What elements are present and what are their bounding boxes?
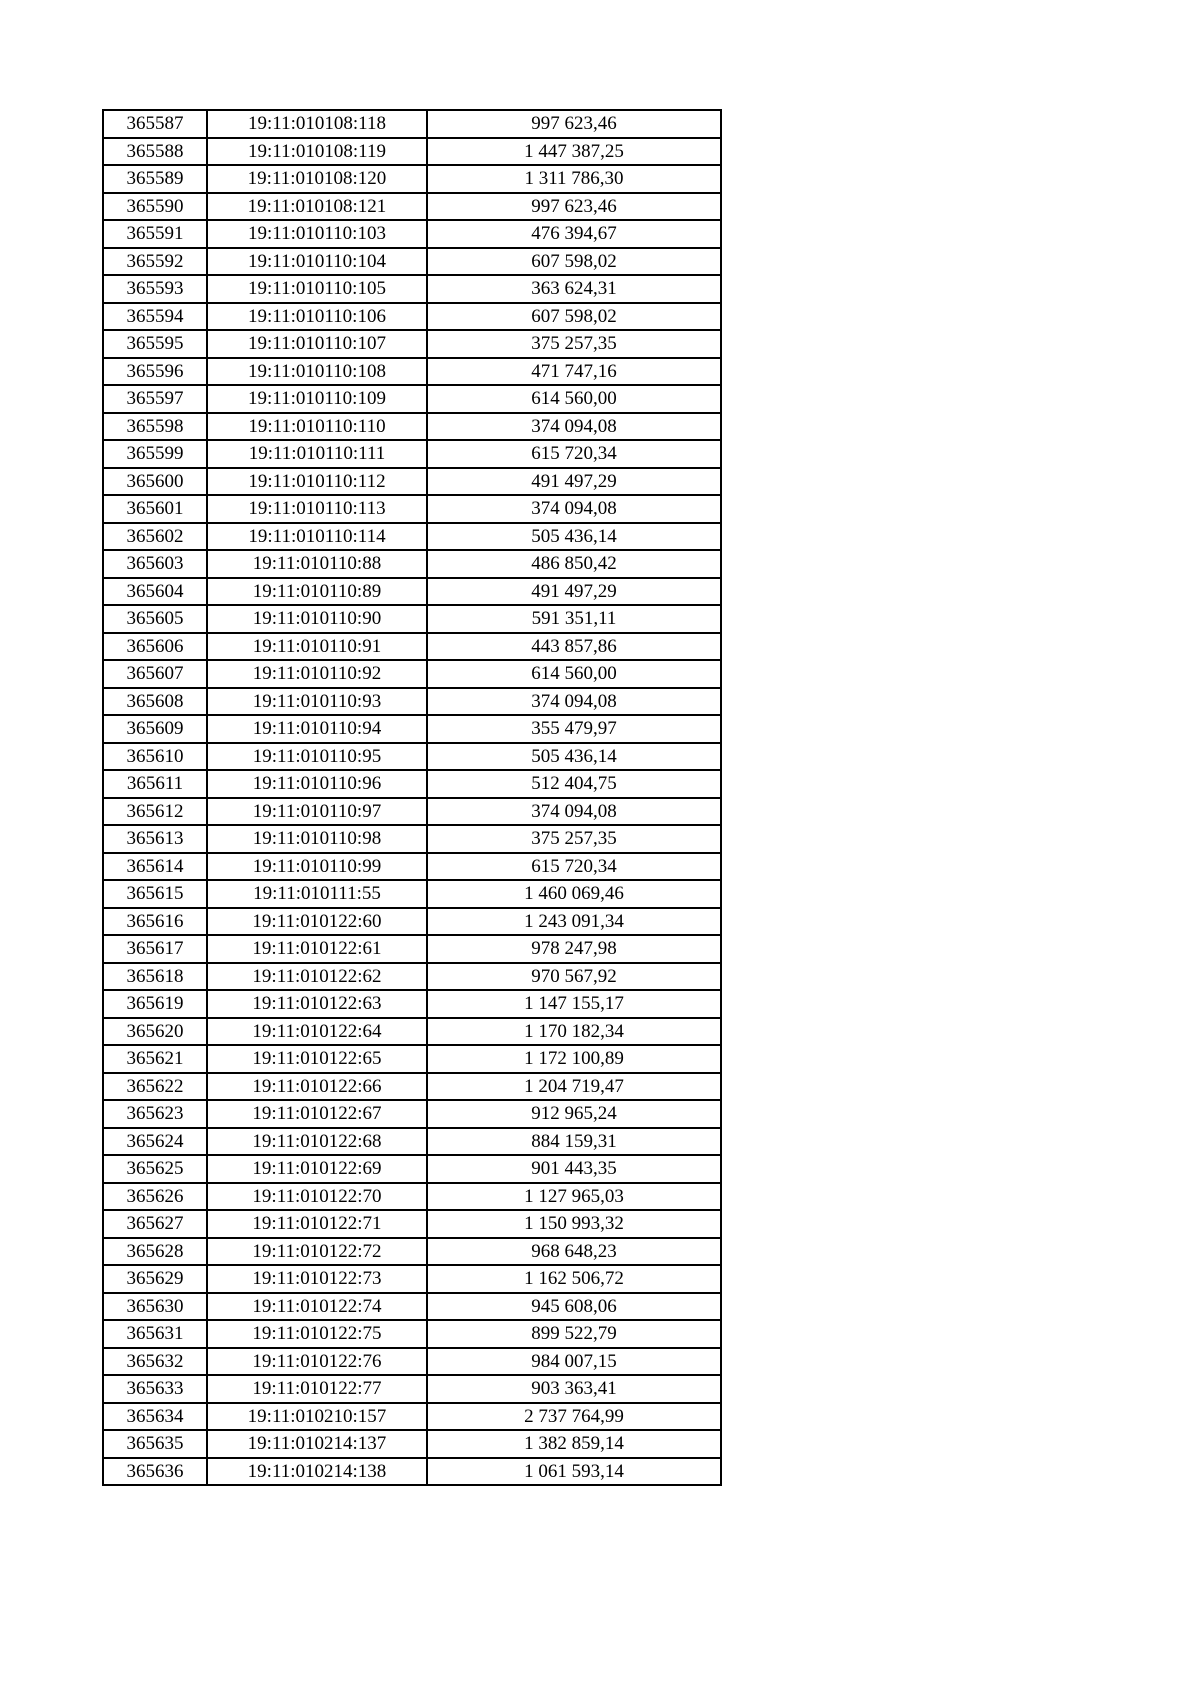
row-number-cell: 365627 xyxy=(103,1210,207,1238)
cadastral-number-cell: 19:11:010110:97 xyxy=(207,798,427,826)
table-row xyxy=(103,275,721,303)
value-cell: 997 623,46 xyxy=(427,193,721,221)
value-cell: 375 257,35 xyxy=(427,330,721,358)
row-number-cell: 365625 xyxy=(103,1155,207,1183)
row-number-cell: 365633 xyxy=(103,1375,207,1403)
table-row xyxy=(103,138,721,166)
table-row xyxy=(103,1458,721,1486)
cadastral-number-cell: 19:11:010110:89 xyxy=(207,578,427,606)
cadastral-number-cell: 19:11:010110:107 xyxy=(207,330,427,358)
table-row xyxy=(103,688,721,716)
table-row xyxy=(103,110,721,138)
row-number-cell: 365614 xyxy=(103,853,207,881)
table-row xyxy=(103,358,721,386)
table-row xyxy=(103,1183,721,1211)
cadastral-number-cell: 19:11:010110:88 xyxy=(207,550,427,578)
table-row xyxy=(103,248,721,276)
row-number-cell: 365616 xyxy=(103,908,207,936)
value-cell: 355 479,97 xyxy=(427,715,721,743)
value-cell: 607 598,02 xyxy=(427,303,721,331)
cadastral-number-cell: 19:11:010122:72 xyxy=(207,1238,427,1266)
cadastral-number-cell: 19:11:010110:99 xyxy=(207,853,427,881)
row-number-cell: 365620 xyxy=(103,1018,207,1046)
table-row xyxy=(103,1018,721,1046)
cadastral-number-cell: 19:11:010122:64 xyxy=(207,1018,427,1046)
table-row xyxy=(103,633,721,661)
row-number-cell: 365617 xyxy=(103,935,207,963)
table-row xyxy=(103,1045,721,1073)
row-number-cell: 365624 xyxy=(103,1128,207,1156)
table-row xyxy=(103,1155,721,1183)
cadastral-number-cell: 19:11:010108:121 xyxy=(207,193,427,221)
cadastral-number-cell: 19:11:010214:137 xyxy=(207,1430,427,1458)
table-row xyxy=(103,1348,721,1376)
row-number-cell: 365594 xyxy=(103,303,207,331)
row-number-cell: 365623 xyxy=(103,1100,207,1128)
row-number-cell: 365611 xyxy=(103,770,207,798)
row-number-cell: 365610 xyxy=(103,743,207,771)
value-cell: 2 737 764,99 xyxy=(427,1403,721,1431)
row-number-cell: 365591 xyxy=(103,220,207,248)
value-cell: 374 094,08 xyxy=(427,495,721,523)
cadastral-number-cell: 19:11:010110:104 xyxy=(207,248,427,276)
value-cell: 614 560,00 xyxy=(427,385,721,413)
row-number-cell: 365628 xyxy=(103,1238,207,1266)
value-cell: 486 850,42 xyxy=(427,550,721,578)
value-cell: 512 404,75 xyxy=(427,770,721,798)
row-number-cell: 365588 xyxy=(103,138,207,166)
table-row xyxy=(103,495,721,523)
table-row xyxy=(103,440,721,468)
table-row xyxy=(103,385,721,413)
cadastral-number-cell: 19:11:010110:90 xyxy=(207,605,427,633)
row-number-cell: 365631 xyxy=(103,1320,207,1348)
cadastral-number-cell: 19:11:010214:138 xyxy=(207,1458,427,1486)
cadastral-number-cell: 19:11:010122:75 xyxy=(207,1320,427,1348)
cadastral-number-cell: 19:11:010110:112 xyxy=(207,468,427,496)
value-cell: 1 150 993,32 xyxy=(427,1210,721,1238)
value-cell: 614 560,00 xyxy=(427,660,721,688)
table-row xyxy=(103,523,721,551)
row-number-cell: 365598 xyxy=(103,413,207,441)
table-row xyxy=(103,825,721,853)
cadastral-number-cell: 19:11:010110:109 xyxy=(207,385,427,413)
cadastral-number-cell: 19:11:010122:67 xyxy=(207,1100,427,1128)
cadastral-number-cell: 19:11:010122:62 xyxy=(207,963,427,991)
row-number-cell: 365632 xyxy=(103,1348,207,1376)
value-cell: 899 522,79 xyxy=(427,1320,721,1348)
table-row xyxy=(103,605,721,633)
row-number-cell: 365622 xyxy=(103,1073,207,1101)
table-row xyxy=(103,1375,721,1403)
value-cell: 968 648,23 xyxy=(427,1238,721,1266)
table-row xyxy=(103,1430,721,1458)
row-number-cell: 365593 xyxy=(103,275,207,303)
row-number-cell: 365605 xyxy=(103,605,207,633)
value-cell: 1 243 091,34 xyxy=(427,908,721,936)
cadastral-number-cell: 19:11:010111:55 xyxy=(207,880,427,908)
cadastral-number-cell: 19:11:010122:61 xyxy=(207,935,427,963)
value-cell: 1 204 719,47 xyxy=(427,1073,721,1101)
row-number-cell: 365629 xyxy=(103,1265,207,1293)
row-number-cell: 365606 xyxy=(103,633,207,661)
table-row xyxy=(103,1238,721,1266)
cadastral-number-cell: 19:11:010110:91 xyxy=(207,633,427,661)
table-row xyxy=(103,193,721,221)
value-cell: 1 127 965,03 xyxy=(427,1183,721,1211)
row-number-cell: 365621 xyxy=(103,1045,207,1073)
value-cell: 978 247,98 xyxy=(427,935,721,963)
value-cell: 591 351,11 xyxy=(427,605,721,633)
cadastral-number-cell: 19:11:010122:66 xyxy=(207,1073,427,1101)
table-row xyxy=(103,798,721,826)
table-body xyxy=(103,110,721,1485)
row-number-cell: 365587 xyxy=(103,110,207,138)
row-number-cell: 365600 xyxy=(103,468,207,496)
value-cell: 1 162 506,72 xyxy=(427,1265,721,1293)
value-cell: 374 094,08 xyxy=(427,798,721,826)
row-number-cell: 365636 xyxy=(103,1458,207,1486)
row-number-cell: 365590 xyxy=(103,193,207,221)
table-row xyxy=(103,853,721,881)
cadastral-number-cell: 19:11:010122:73 xyxy=(207,1265,427,1293)
cadastral-number-cell: 19:11:010122:68 xyxy=(207,1128,427,1156)
value-cell: 443 857,86 xyxy=(427,633,721,661)
value-cell: 901 443,35 xyxy=(427,1155,721,1183)
value-cell: 1 382 859,14 xyxy=(427,1430,721,1458)
cadastral-number-cell: 19:11:010122:70 xyxy=(207,1183,427,1211)
table-row xyxy=(103,1128,721,1156)
table-row xyxy=(103,550,721,578)
cadastral-number-cell: 19:11:010122:76 xyxy=(207,1348,427,1376)
value-cell: 903 363,41 xyxy=(427,1375,721,1403)
value-cell: 363 624,31 xyxy=(427,275,721,303)
cadastral-number-cell: 19:11:010110:98 xyxy=(207,825,427,853)
value-cell: 615 720,34 xyxy=(427,853,721,881)
row-number-cell: 365612 xyxy=(103,798,207,826)
cadastral-number-cell: 19:11:010122:69 xyxy=(207,1155,427,1183)
row-number-cell: 365613 xyxy=(103,825,207,853)
value-cell: 374 094,08 xyxy=(427,413,721,441)
table-row xyxy=(103,880,721,908)
cadastral-number-cell: 19:11:010110:113 xyxy=(207,495,427,523)
value-cell: 1 172 100,89 xyxy=(427,1045,721,1073)
table-row xyxy=(103,578,721,606)
table-row xyxy=(103,1265,721,1293)
value-cell: 476 394,67 xyxy=(427,220,721,248)
cadastral-number-cell: 19:11:010122:60 xyxy=(207,908,427,936)
cadastral-number-cell: 19:11:010110:103 xyxy=(207,220,427,248)
table-row xyxy=(103,660,721,688)
row-number-cell: 365618 xyxy=(103,963,207,991)
value-cell: 607 598,02 xyxy=(427,248,721,276)
row-number-cell: 365601 xyxy=(103,495,207,523)
table-row xyxy=(103,165,721,193)
table-row xyxy=(103,220,721,248)
value-cell: 997 623,46 xyxy=(427,110,721,138)
cadastral-number-cell: 19:11:010110:94 xyxy=(207,715,427,743)
table-row xyxy=(103,908,721,936)
cadastral-number-cell: 19:11:010108:119 xyxy=(207,138,427,166)
row-number-cell: 365626 xyxy=(103,1183,207,1211)
row-number-cell: 365589 xyxy=(103,165,207,193)
table-row xyxy=(103,330,721,358)
cadastral-number-cell: 19:11:010110:108 xyxy=(207,358,427,386)
row-number-cell: 365602 xyxy=(103,523,207,551)
value-cell: 912 965,24 xyxy=(427,1100,721,1128)
cadastral-number-cell: 19:11:010122:71 xyxy=(207,1210,427,1238)
cadastral-number-cell: 19:11:010110:110 xyxy=(207,413,427,441)
cadastral-number-cell: 19:11:010110:114 xyxy=(207,523,427,551)
table-row xyxy=(103,1403,721,1431)
row-number-cell: 365607 xyxy=(103,660,207,688)
row-number-cell: 365615 xyxy=(103,880,207,908)
row-number-cell: 365608 xyxy=(103,688,207,716)
value-cell: 970 567,92 xyxy=(427,963,721,991)
value-cell: 505 436,14 xyxy=(427,523,721,551)
row-number-cell: 365603 xyxy=(103,550,207,578)
value-cell: 984 007,15 xyxy=(427,1348,721,1376)
data-table xyxy=(102,109,722,1486)
table-row xyxy=(103,935,721,963)
value-cell: 375 257,35 xyxy=(427,825,721,853)
value-cell: 1 311 786,30 xyxy=(427,165,721,193)
value-cell: 1 147 155,17 xyxy=(427,990,721,1018)
value-cell: 1 460 069,46 xyxy=(427,880,721,908)
row-number-cell: 365592 xyxy=(103,248,207,276)
value-cell: 615 720,34 xyxy=(427,440,721,468)
cadastral-number-cell: 19:11:010122:77 xyxy=(207,1375,427,1403)
cadastral-number-cell: 19:11:010110:95 xyxy=(207,743,427,771)
cadastral-number-cell: 19:11:010108:120 xyxy=(207,165,427,193)
row-number-cell: 365609 xyxy=(103,715,207,743)
value-cell: 471 747,16 xyxy=(427,358,721,386)
cadastral-number-cell: 19:11:010122:63 xyxy=(207,990,427,1018)
value-cell: 1 061 593,14 xyxy=(427,1458,721,1486)
cadastral-number-cell: 19:11:010110:92 xyxy=(207,660,427,688)
value-cell: 1 447 387,25 xyxy=(427,138,721,166)
row-number-cell: 365604 xyxy=(103,578,207,606)
cadastral-number-cell: 19:11:010110:96 xyxy=(207,770,427,798)
row-number-cell: 365597 xyxy=(103,385,207,413)
table-row xyxy=(103,1293,721,1321)
table-row xyxy=(103,770,721,798)
table-row xyxy=(103,1100,721,1128)
cadastral-number-cell: 19:11:010110:111 xyxy=(207,440,427,468)
table-row xyxy=(103,743,721,771)
value-cell: 491 497,29 xyxy=(427,578,721,606)
value-cell: 374 094,08 xyxy=(427,688,721,716)
value-cell: 491 497,29 xyxy=(427,468,721,496)
table-row xyxy=(103,990,721,1018)
row-number-cell: 365630 xyxy=(103,1293,207,1321)
value-cell: 884 159,31 xyxy=(427,1128,721,1156)
value-cell: 1 170 182,34 xyxy=(427,1018,721,1046)
row-number-cell: 365619 xyxy=(103,990,207,1018)
row-number-cell: 365635 xyxy=(103,1430,207,1458)
cadastral-number-cell: 19:11:010108:118 xyxy=(207,110,427,138)
table-row xyxy=(103,1320,721,1348)
table-row xyxy=(103,963,721,991)
row-number-cell: 365596 xyxy=(103,358,207,386)
row-number-cell: 365634 xyxy=(103,1403,207,1431)
cadastral-number-cell: 19:11:010122:65 xyxy=(207,1045,427,1073)
cadastral-number-cell: 19:11:010110:93 xyxy=(207,688,427,716)
value-cell: 945 608,06 xyxy=(427,1293,721,1321)
table-row xyxy=(103,468,721,496)
cadastral-number-cell: 19:11:010110:106 xyxy=(207,303,427,331)
table-row xyxy=(103,303,721,331)
row-number-cell: 365595 xyxy=(103,330,207,358)
table-row xyxy=(103,1073,721,1101)
row-number-cell: 365599 xyxy=(103,440,207,468)
cadastral-number-cell: 19:11:010210:157 xyxy=(207,1403,427,1431)
table-row xyxy=(103,1210,721,1238)
value-cell: 505 436,14 xyxy=(427,743,721,771)
cadastral-number-cell: 19:11:010110:105 xyxy=(207,275,427,303)
cadastral-number-cell: 19:11:010122:74 xyxy=(207,1293,427,1321)
table-row xyxy=(103,413,721,441)
table-row xyxy=(103,715,721,743)
